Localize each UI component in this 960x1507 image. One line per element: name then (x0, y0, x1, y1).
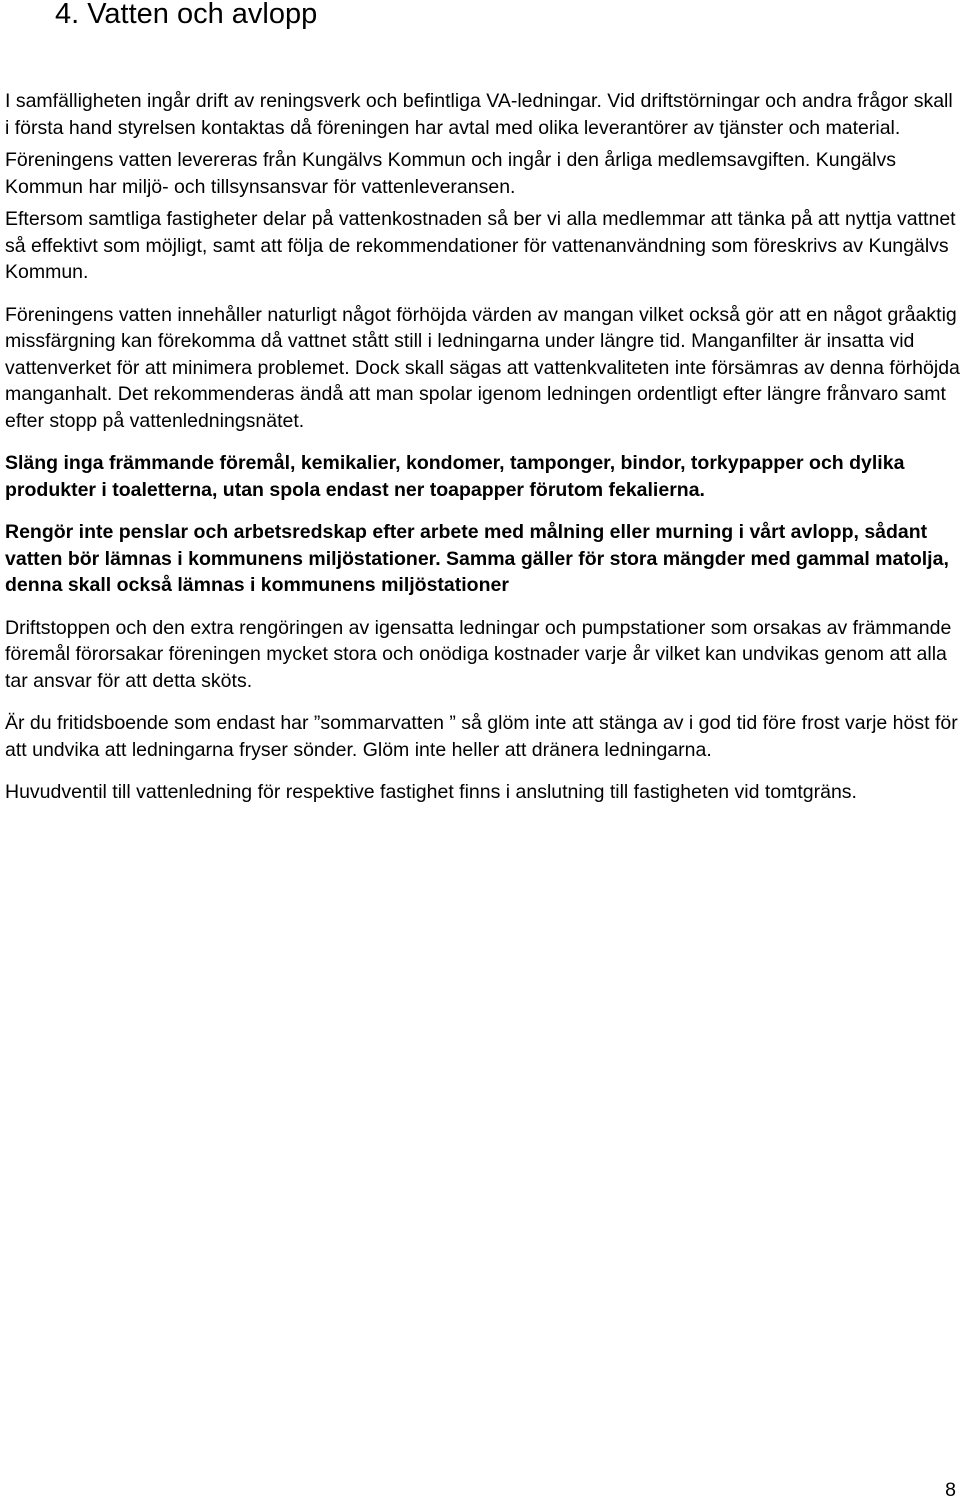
paragraph-toilet-warning: Släng inga främmande föremål, kemikalier, kondomer, tamponger, bindor, torkypapper och dylika produkter i toaletterna, utan spola endast ner toapapper förutom fekalierna. (5, 452, 905, 501)
paragraph-water-cost: Eftersom samtliga fastigheter delar på vattenkostnaden så ber vi alla medlemmar att tänka på att nyttja vattnet så effektivt som möjligt, samt att följa de rekommendationer för vattenanvändning som föreskrivs av Kungälvs Kommun. (5, 208, 956, 283)
paragraph-water-supply: Föreningens vatten levereras från Kungälvs Kommun och ingår i den årliga medlemsavgiften. Kungälvs Kommun har miljö- och tillsynsansvar för vattenleveransen. (5, 149, 896, 198)
page-number: 8 (945, 1479, 956, 1501)
document-body (5, 88, 960, 822)
paragraph-drain-warning: Rengör inte penslar och arbetsredskap efter arbete med målning eller murning i vårt avlopp, sådant vatten bör lämnas i kommunens miljöstationer. Samma gäller för stora mängder med gammal matolja, denna skall också lämnas i kommunens miljöstationer (5, 521, 949, 596)
paragraph-summer-water: Är du fritidsboende som endast har ”sommarvatten ” så glöm inte att stänga av i god tid före frost varje höst för att undvika att ledningarna fryser sönder. Glöm inte heller att dränera ledningarna. (5, 712, 958, 761)
paragraph-intro: I samfälligheten ingår drift av reningsverk och befintliga VA-ledningar. Vid driftstörningar och andra frågor skall i första hand styrelsen kontaktas då föreningen har avtal med olika leverantörer av tjänster och material. (5, 90, 953, 139)
paragraph-stoppage-costs: Driftstoppen och den extra rengöringen av igensatta ledningar och pumpstationer som orsakas av främmande föremål förorsakar föreningen mycket stora och onödiga kostnader varje år vilket kan undvikas genom att alla tar ansvar för att detta sköts. (5, 616, 952, 692)
page-title: 4. Vatten och avlopp (55, 0, 318, 30)
paragraph-main-valve: Huvudventil till vattenledning för respektive fastighet finns i anslutning till fastigheten vid tomtgräns. (5, 781, 857, 803)
paragraph-manganese: Föreningens vatten innehåller naturligt något förhöjda värden av mangan vilket också gör att en något gråaktig missfärgning kan förekomma då vattnet stått still i ledningarna under längre tid. Manganfilter är insatta vid vattenverket för att minimera problemet. Dock skall sägas att vattenkvaliteten inte försämras av denna förhöjda manganhalt. Det rekommenderas ändå att man spolar igenom ledningen ordentligt efter längre frånvaro samt efter stopp på vattenledningsnätet. (5, 303, 960, 432)
